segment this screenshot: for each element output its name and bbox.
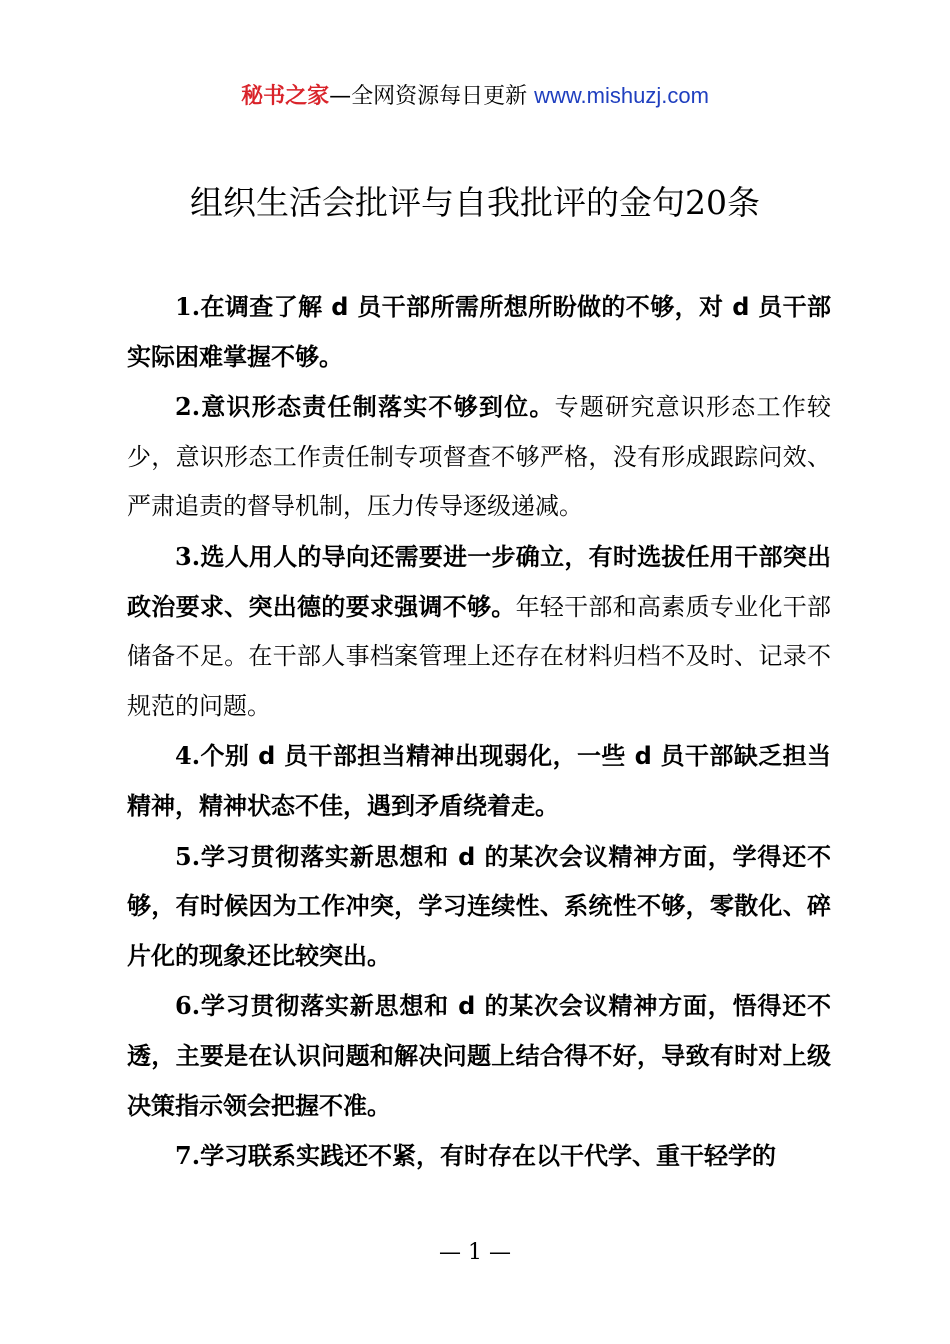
- item-bold-text: 学习联系实践还不紧，有时存在以干代学、重干轻学的: [200, 1142, 777, 1171]
- item-bold-text: 学习贯彻落实新思想和 d 的某次会议精神方面，学得还不够，有时候因为工作冲突，学习连续性、系统性不够，零散化、碎片化的现象还比较突出。: [127, 842, 831, 970]
- site-header: [0, 80, 950, 113]
- item-bold-text: 个别 d 员干部担当精神出现弱化，一些 d 员干部缺乏担当精神，精神状态不佳，遇到矛盾绕着走。: [127, 742, 831, 820]
- list-item: [127, 382, 831, 532]
- list-item: [127, 832, 831, 982]
- item-number: 4.: [175, 741, 201, 771]
- list-item: [127, 731, 831, 831]
- list-item: [127, 981, 831, 1131]
- page-number: — 1 —: [439, 1240, 511, 1265]
- item-number: 3.: [175, 541, 201, 571]
- list-item: [127, 532, 831, 731]
- list-item: [127, 1131, 831, 1182]
- item-number: 5.: [175, 841, 201, 871]
- item-bold-text: 学习贯彻落实新思想和 d 的某次会议精神方面，悟得还不透，主要是在认识问题和解决问题上结合得不好，导致有时对上级决策指示领会把握不准。: [127, 992, 831, 1120]
- item-bold-text: 选人用人的导向还需要进一步确立，有时选拔任用干部突出政治要求、突出德的要求强调不够。: [127, 542, 831, 621]
- item-number: 2.: [175, 392, 201, 422]
- document-title: [0, 180, 950, 226]
- header-tagline: —全网资源每日更新: [329, 84, 528, 109]
- list-item: [127, 282, 831, 382]
- item-text: 年轻干部和高素质专业化干部储备不足。在干部人事档案管理上还存在材料归档不及时、记录不规范的问题。: [127, 592, 832, 720]
- title-text: 组织生活会批评与自我批评的金句: [190, 183, 685, 222]
- item-number: 7.: [175, 1141, 201, 1171]
- document-body: [127, 282, 831, 1182]
- item-bold-text: 在调查了解 d 员干部所需所想所盼做的不够，对 d 员干部实际困难掌握不够。: [127, 293, 831, 371]
- title-number: 20: [685, 183, 727, 222]
- title-suffix: 条: [727, 183, 760, 222]
- brand-name: 秘书之家: [241, 84, 330, 109]
- item-text: 专题研究意识形态工作较少，意识形态工作责任制专项督查不够严格，没有形成跟踪问效、严肃追责的督导机制，压力传导逐级递减。: [127, 393, 831, 521]
- site-url-link[interactable]: www.mishuzj.com: [534, 83, 709, 108]
- item-number: 6.: [175, 991, 201, 1021]
- item-bold-text: 意识形态责任制落实不够到位。: [200, 393, 555, 422]
- item-number: 1.: [175, 292, 201, 321]
